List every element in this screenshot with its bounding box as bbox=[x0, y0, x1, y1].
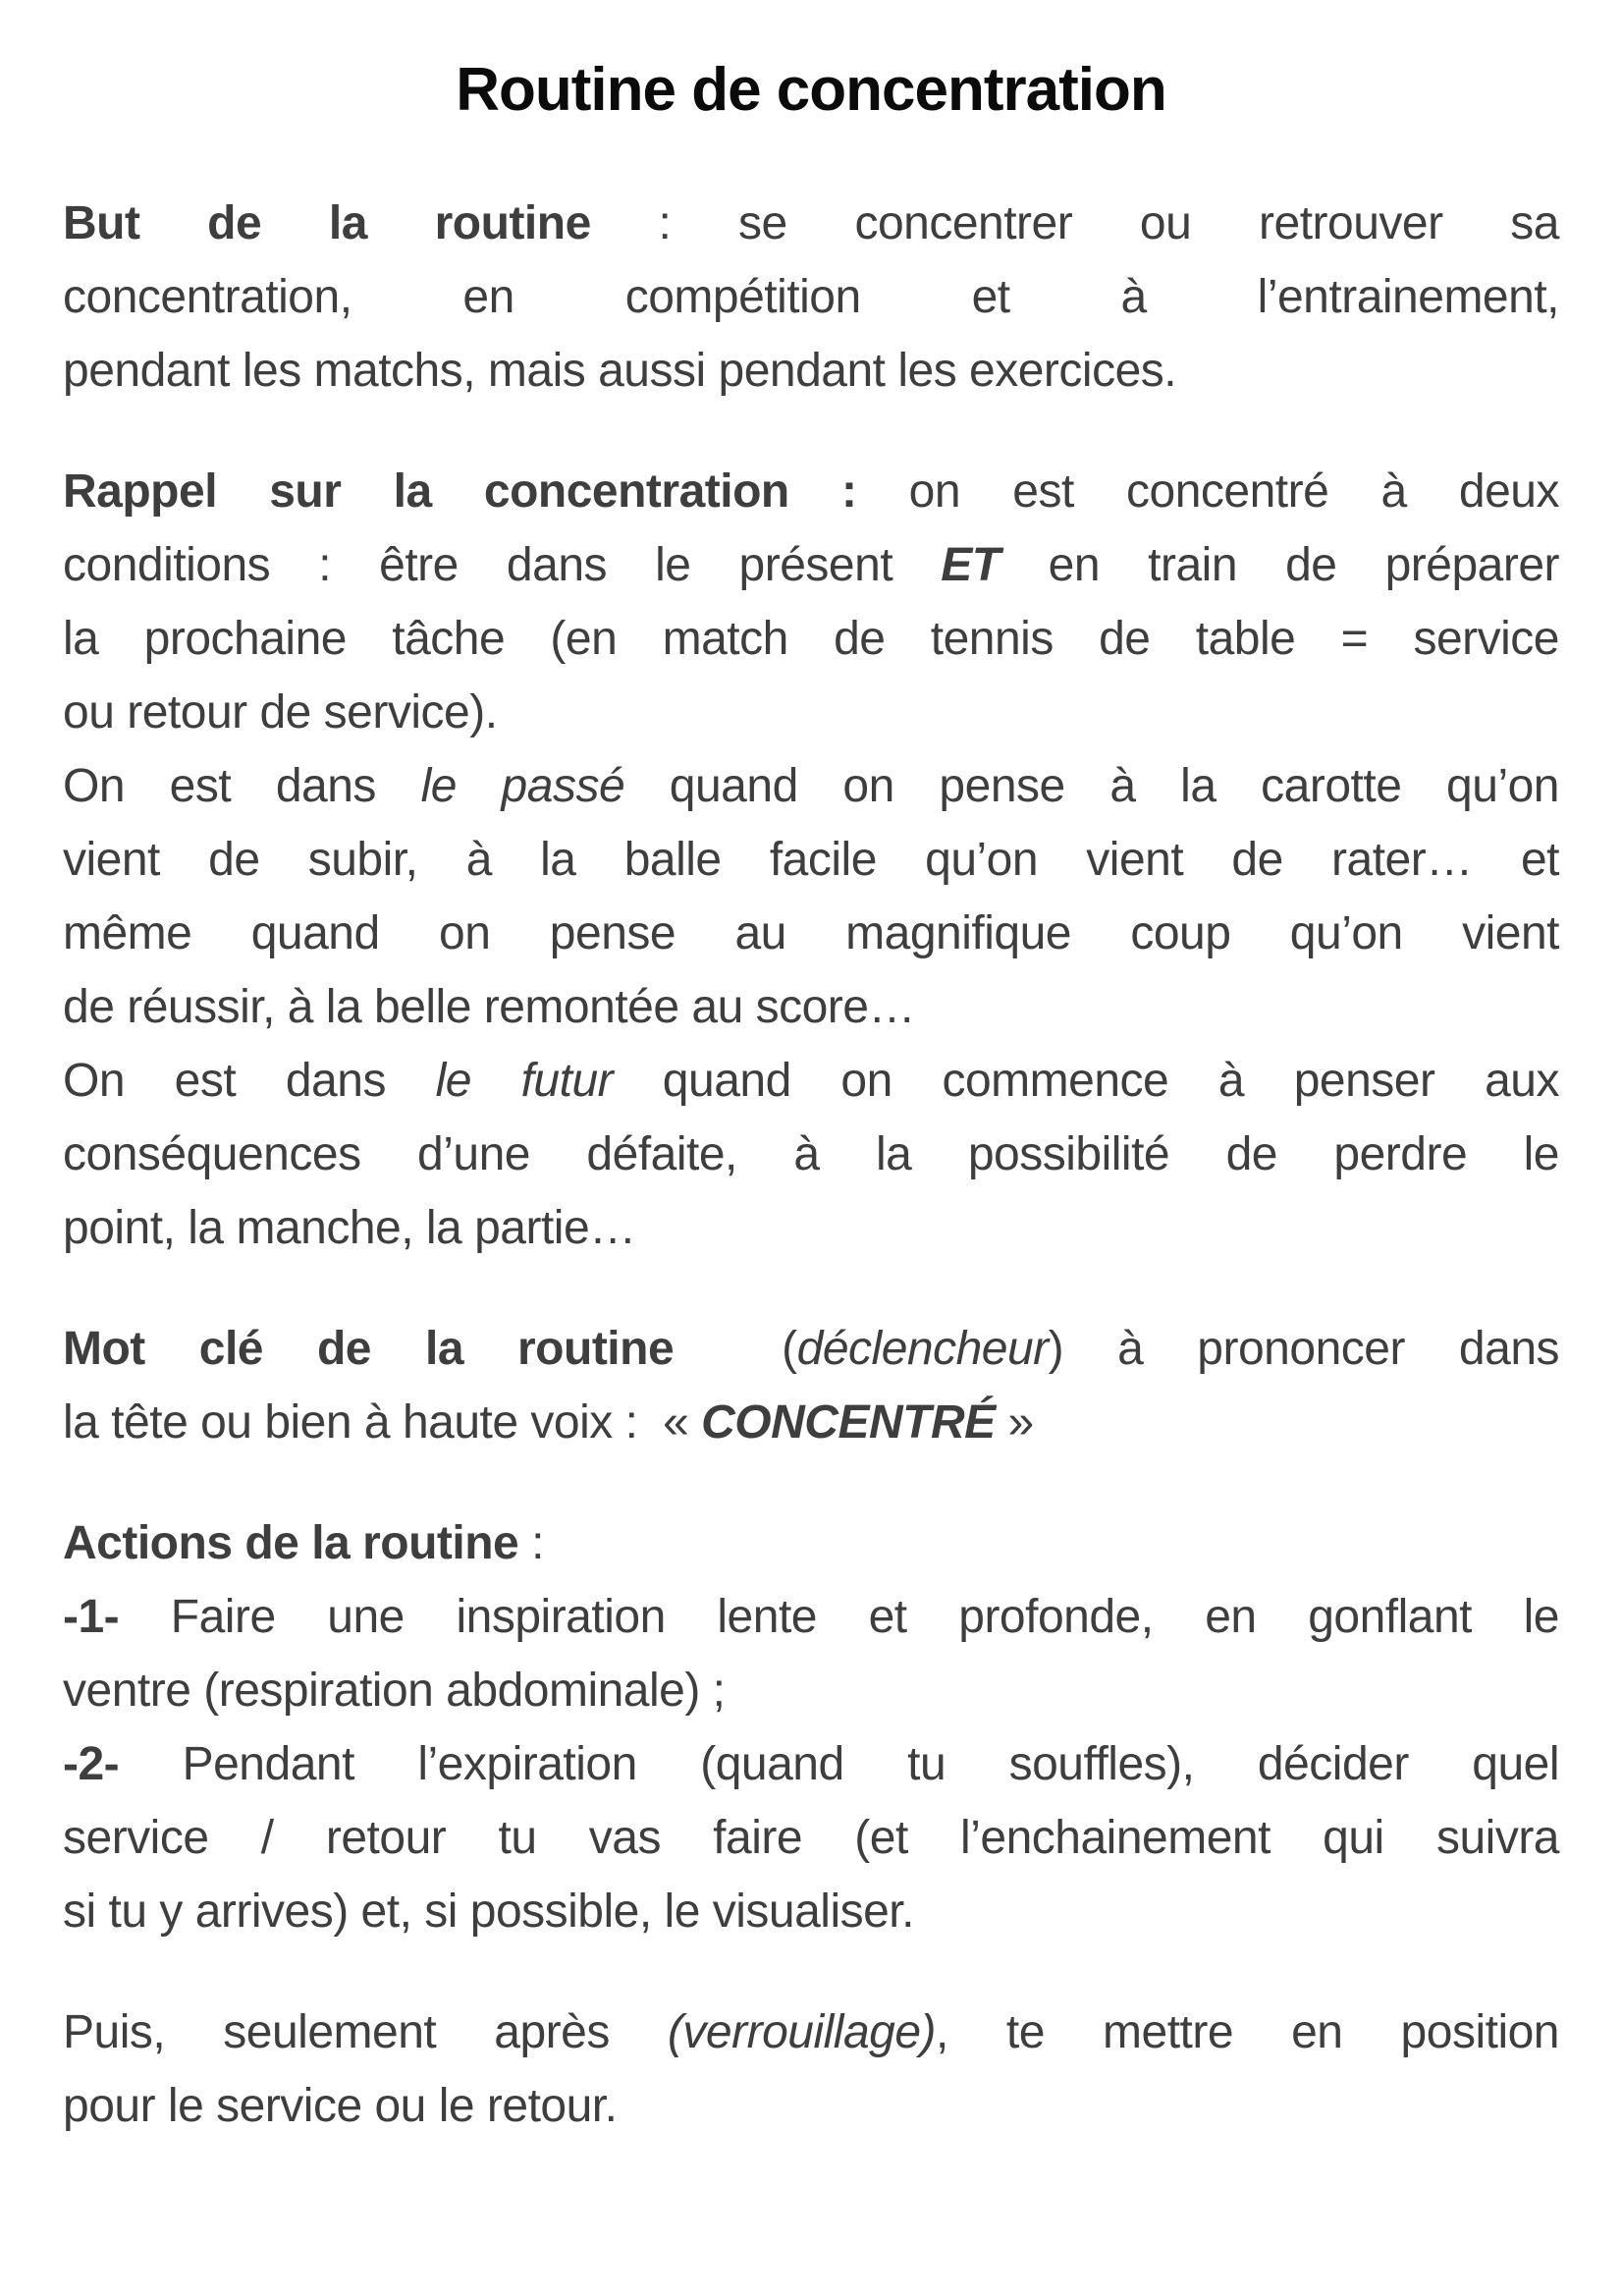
text-segment-bold: -2- bbox=[63, 1738, 120, 1790]
paragraph-4 bbox=[63, 1506, 1559, 1948]
text-line bbox=[63, 1580, 1559, 1654]
text-segment-regular: » bbox=[995, 1396, 1034, 1449]
text-segment-bold: But de la routine bbox=[63, 197, 591, 249]
page-title: Routine de concentration bbox=[456, 56, 1166, 124]
text-line bbox=[63, 1654, 1559, 1727]
paragraph-1 bbox=[63, 187, 1559, 408]
text-segment-bold: -1- bbox=[63, 1591, 120, 1643]
text-line bbox=[63, 1727, 1559, 1801]
text-line bbox=[63, 1312, 1559, 1386]
text-segment-regular: ventre (respiration abdominale) ; bbox=[63, 1665, 726, 1717]
text-segment-regular: quand on commence à penser aux bbox=[613, 1055, 1560, 1107]
document-body bbox=[63, 187, 1559, 2143]
text-segment-regular: concentration, en compétition et à l’entrainement, bbox=[63, 271, 1559, 323]
paragraph-3 bbox=[63, 1312, 1559, 1459]
text-line bbox=[63, 2069, 1559, 2143]
text-segment-regular: service / retour tu vas faire (et l’enchainement qui suivra bbox=[63, 1812, 1559, 1864]
text-segment-italic: le futur bbox=[435, 1055, 614, 1107]
text-segment-regular: conditions : être dans le présent bbox=[63, 539, 942, 591]
text-line bbox=[63, 334, 1559, 408]
text-segment-regular: la tête ou bien à haute voix : « bbox=[63, 1396, 702, 1449]
text-segment-italic: le passé bbox=[420, 760, 625, 812]
text-segment-regular: même quand on pense au magnifique coup qu’on vient bbox=[63, 907, 1559, 959]
text-line bbox=[63, 187, 1559, 260]
text-segment-regular: en train de préparer bbox=[1000, 539, 1559, 591]
text-segment-regular: On est dans bbox=[63, 760, 421, 812]
text-segment-italic: (verrouillage) bbox=[667, 2006, 937, 2058]
paragraph-5 bbox=[63, 1995, 1559, 2143]
text-line bbox=[63, 897, 1559, 970]
text-line bbox=[63, 676, 1559, 749]
text-segment-regular: conséquences d’une défaite, à la possibilité de perdre le bbox=[63, 1128, 1559, 1180]
text-segment-regular: pour le service ou le retour. bbox=[63, 2080, 618, 2132]
text-segment-regular: on est concentré à deux bbox=[856, 465, 1559, 518]
text-segment-regular: : se concentrer ou retrouver sa bbox=[590, 197, 1559, 249]
text-line bbox=[63, 602, 1559, 676]
text-line bbox=[63, 1506, 1559, 1580]
text-line bbox=[63, 1118, 1559, 1191]
text-segment-regular: vient de subir, à la balle facile qu’on vient de rater… et bbox=[63, 834, 1559, 886]
paragraph-2 bbox=[63, 455, 1559, 1265]
text-line bbox=[63, 970, 1559, 1044]
text-line bbox=[63, 1875, 1559, 1948]
text-segment-regular: si tu y arrives) et, si possible, le visualiser. bbox=[63, 1886, 914, 1938]
text-line bbox=[63, 749, 1559, 823]
text-line bbox=[63, 823, 1559, 897]
text-segment-regular: quand on pense à la carotte qu’on bbox=[624, 760, 1560, 812]
text-segment-bolditalic: CONCENTRÉ bbox=[701, 1396, 996, 1449]
text-line bbox=[63, 1801, 1559, 1875]
text-segment-regular: Puis, seulement après bbox=[63, 2006, 668, 2058]
text-segment-regular: , te mettre en position bbox=[936, 2006, 1560, 2058]
text-segment-regular: : bbox=[518, 1517, 544, 1569]
text-segment-regular: la prochaine tâche (en match de tennis de table = service bbox=[63, 613, 1559, 665]
text-segment-italic: déclencheur bbox=[796, 1323, 1049, 1375]
text-segment-regular: On est dans bbox=[63, 1055, 436, 1107]
text-segment-bold: Rappel sur la concentration : bbox=[63, 465, 857, 518]
text-segment-regular: ) à prononcer dans bbox=[1048, 1323, 1560, 1375]
text-segment-regular: pendant les matchs, mais aussi pendant les exercices. bbox=[63, 345, 1177, 397]
text-segment-regular: de réussir, à la belle remontée au score… bbox=[63, 981, 915, 1033]
text-segment-bolditalic: ET bbox=[941, 539, 1000, 591]
text-line bbox=[63, 1044, 1559, 1118]
text-line bbox=[63, 1386, 1559, 1459]
text-segment-bold: Mot clé de la routine bbox=[63, 1323, 675, 1375]
text-segment-regular: ou retour de service). bbox=[63, 686, 498, 738]
text-segment-regular: Pendant l’expiration (quand tu souffles), décider quel bbox=[119, 1738, 1559, 1790]
text-line bbox=[63, 1191, 1559, 1265]
text-line bbox=[63, 1995, 1559, 2069]
text-segment-regular: point, la manche, la partie… bbox=[63, 1202, 636, 1254]
text-segment-regular: Faire une inspiration lente et profonde, en gonflant le bbox=[119, 1591, 1559, 1643]
text-line bbox=[63, 260, 1559, 334]
text-segment-bold: Actions de la routine bbox=[63, 1517, 519, 1569]
text-line bbox=[63, 455, 1559, 528]
text-segment-regular: ( bbox=[674, 1323, 797, 1375]
text-line bbox=[63, 528, 1559, 602]
